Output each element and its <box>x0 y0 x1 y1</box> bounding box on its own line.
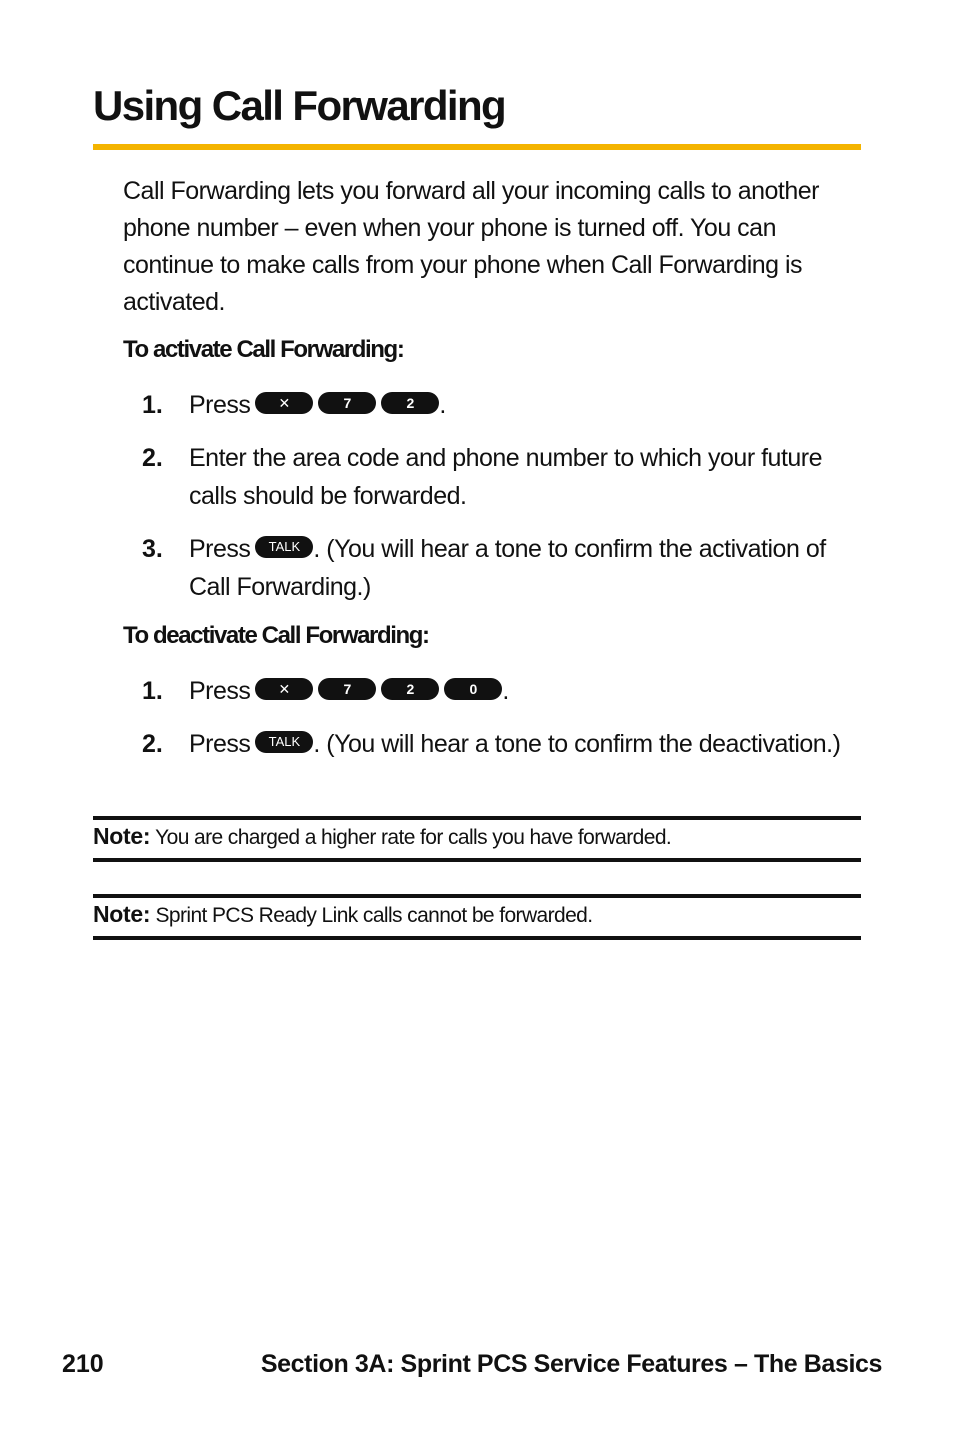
step-number: 2. <box>142 730 163 758</box>
step-suffix: . <box>439 391 446 419</box>
step-prefix: Press <box>189 730 251 758</box>
step-number: 2. <box>142 444 163 472</box>
zero-key-icon: 0 <box>444 678 502 700</box>
page-title: Using Call Forwarding <box>93 82 506 129</box>
title-rule <box>93 144 861 150</box>
seven-key-icon: 7 <box>318 392 376 414</box>
note-label: Note: <box>93 901 151 927</box>
page-number: 210 <box>62 1350 104 1378</box>
talk-key-icon: TALK <box>255 731 313 753</box>
step-suffix: . (You will hear a tone to confirm the activation of Call Forwarding.) <box>189 535 826 601</box>
section-title: Section 3A: Sprint PCS Service Features – The Basics <box>260 1350 882 1378</box>
step-text <box>189 530 849 606</box>
note-text <box>93 901 592 928</box>
deactivate-heading: To deactivate Call Forwarding: <box>123 622 429 649</box>
note-box <box>93 894 861 940</box>
note-text <box>93 823 671 850</box>
two-key-icon: 2 <box>381 392 439 414</box>
step-number: 3. <box>142 535 163 563</box>
star-key-icon: ✕ <box>255 678 313 700</box>
step-suffix: . (You will hear a tone to confirm the deactivation.) <box>313 730 841 758</box>
step-text: Enter the area code and phone number to which your future calls should be forwarded. <box>189 444 823 510</box>
talk-key-icon: TALK <box>255 536 313 558</box>
note-body: Sprint PCS Ready Link calls cannot be forwarded. <box>150 904 593 927</box>
step-text <box>189 386 849 424</box>
note-body: You are charged a higher rate for calls you have forwarded. <box>150 826 672 849</box>
step-prefix: Press <box>189 535 251 563</box>
note-label: Note: <box>93 823 151 849</box>
step-text <box>189 725 849 763</box>
step-text <box>189 672 849 710</box>
step-number: 1. <box>142 391 163 419</box>
intro-paragraph: Call Forwarding lets you forward all your incoming calls to another phone number – even when your phone is turned off. You can continue to make calls from your phone when Call Forwarding is activated. <box>123 177 819 316</box>
step-number: 1. <box>142 677 163 705</box>
star-key-icon: ✕ <box>255 392 313 414</box>
seven-key-icon: 7 <box>318 678 376 700</box>
note-box <box>93 816 861 862</box>
activate-heading: To activate Call Forwarding: <box>123 336 404 363</box>
two-key-icon: 2 <box>381 678 439 700</box>
step-prefix: Press <box>189 391 251 419</box>
step-suffix: . <box>502 677 509 705</box>
step-prefix: Press <box>189 677 251 705</box>
